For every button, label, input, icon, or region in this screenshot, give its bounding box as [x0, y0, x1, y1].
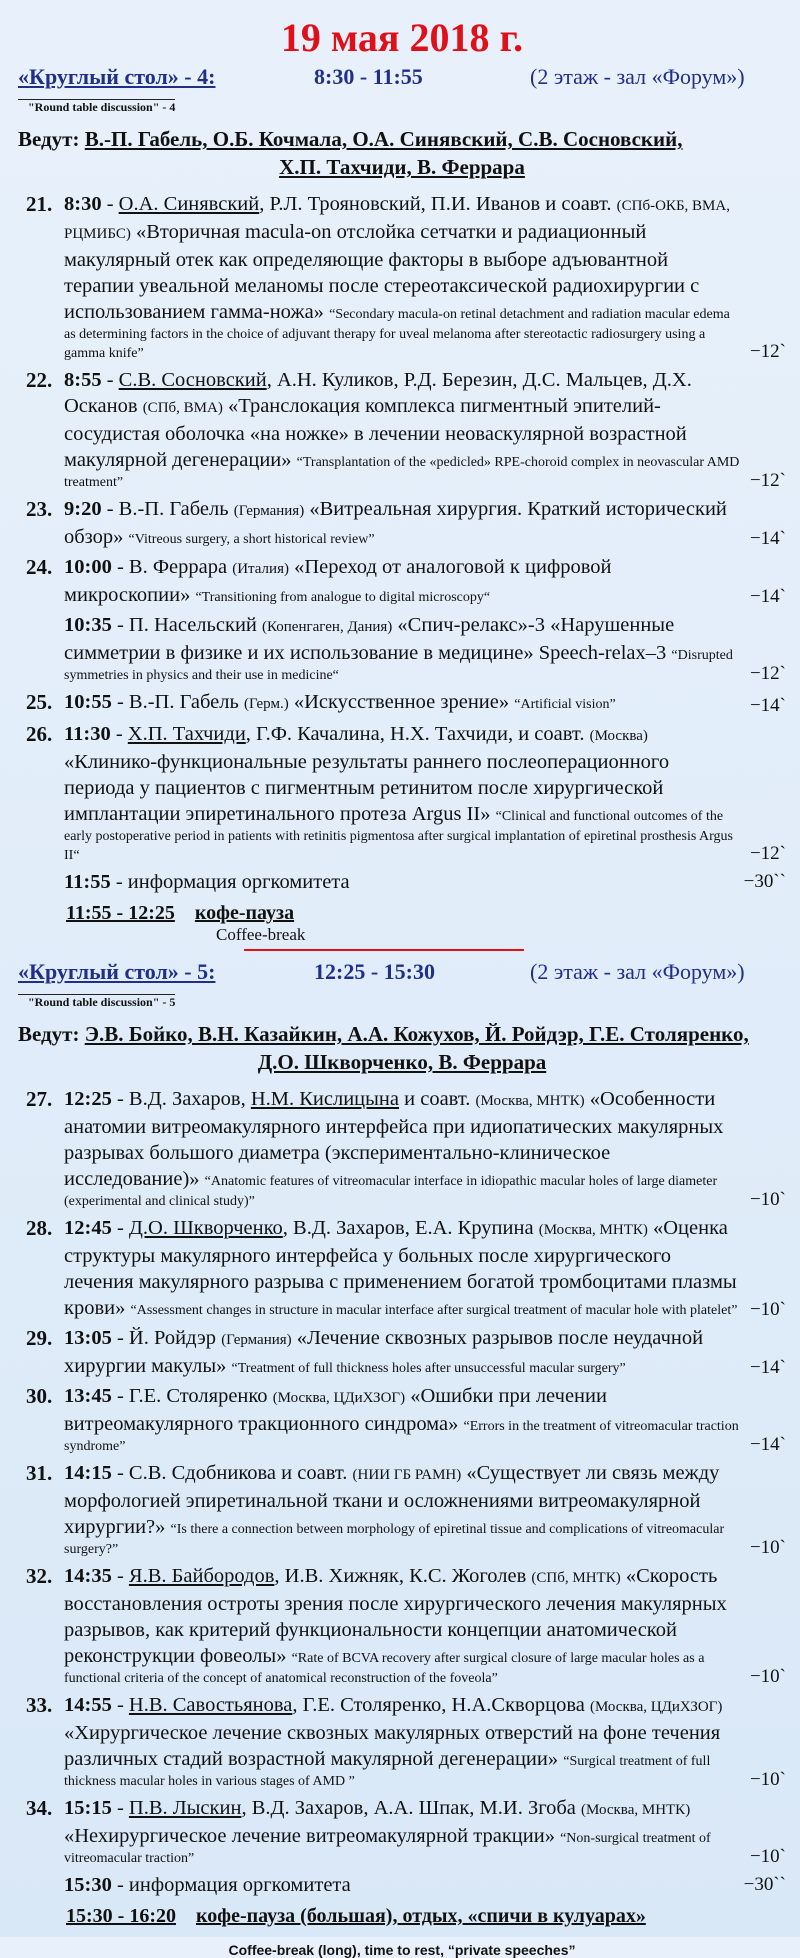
item-authors: В.Д. Захаров, — [128, 1088, 251, 1110]
item-authors: , В.Д. Захаров, А.А. Шпак, М.И. Згоба — [241, 1797, 576, 1819]
item-speaker: Д.О. Шкворченко — [128, 1217, 283, 1239]
item-institution: (Германия) — [221, 1332, 292, 1348]
item-sep: - — [111, 1462, 129, 1484]
item-sep: - — [111, 1327, 129, 1349]
item-number: 21. — [26, 192, 53, 216]
item-time: 12:45 — [64, 1217, 112, 1239]
item-authors: , Р.Л. Трояновский, П.И. Иванов и соавт. — [259, 193, 612, 215]
org-time: 11:55 — [64, 871, 111, 893]
item-time: 10:35 — [64, 614, 112, 636]
item-institution: (СПб-ОКБ, ВМА, РЦМИБС) — [64, 198, 730, 242]
item-institution: (Германия) — [233, 503, 305, 519]
item-title-en: “Secondary macula-on retinal detachment and radiation macular edema as determining factors in the choice of adjuvant therapy for uveal melanoma after stereotactic radiosurgery using a gamma knife” — [64, 307, 730, 361]
item-title-ru: «Вторичная macula-on отслойка сетчатки и радиационный макулярный отек как определяющие факторы в выборе адъювантной терапии увеальной меланомы после стереотаксической радиохирургии с использованием гамма-ножа» — [64, 221, 700, 323]
chairs-names-2: Х.П. Тахчиди, В. Феррара — [279, 155, 525, 179]
item-title-en: “Errors in the treatment of vitreomacular traction syndrome” — [64, 1419, 739, 1454]
item-institution: (НИИ ГБ РАМН) — [352, 1467, 462, 1483]
coffee-break-2 — [18, 1904, 786, 1928]
item-authors: , Г.Ф. Качалина, Н.Х. Тахчиди, и соавт. — [245, 723, 585, 745]
item-title-en: “Rate of BCVA recovery after surgical closure of large macular holes as a functional criteria of the concept of anatomical reconstruction of the foveola” — [64, 1651, 705, 1686]
break-label: кофе-пауза (большая), отдых, «спичи в кулуарах» — [195, 1905, 646, 1927]
program-item — [18, 367, 786, 492]
program-item — [18, 1692, 786, 1791]
program-item — [18, 689, 786, 717]
item-time: 10:55 — [64, 691, 112, 713]
program-item — [18, 554, 786, 608]
org-time: 15:30 — [64, 1874, 112, 1896]
item-time: 14:35 — [64, 1565, 112, 1587]
item-number: 22. — [26, 368, 53, 392]
org-committee-info-5 — [18, 1872, 786, 1898]
coffee-break-2-en: Coffee-break (long), time to rest, “private speeches” — [228, 1942, 576, 1958]
coffee-break-1-en: Coffee-break — [216, 925, 306, 944]
break-label: кофе-пауза — [194, 902, 295, 924]
item-sep: - — [111, 1217, 129, 1239]
item-sep: - — [111, 614, 129, 636]
item-duration: −10` — [749, 1189, 786, 1210]
item-time: 12:25 — [64, 1088, 112, 1110]
item-speaker: Я.В. Байбородов — [128, 1565, 275, 1587]
chairs-label: Ведут: — [18, 127, 80, 151]
item-number: 26. — [26, 722, 53, 746]
item-title-ru: «Клинико-функциональные результаты раннего послеоперационного периода у пациентов с пигментным ретинитом после хирургической имплантации эпиретинального протеза Argus II» — [64, 751, 670, 825]
item-institution: (Москва) — [589, 728, 648, 744]
item-speaker: П.В. Лыскин — [128, 1797, 242, 1819]
item-duration: −10` — [749, 1846, 786, 1867]
item-number: 25. — [26, 690, 53, 714]
item-title-ru: «Существует ли связь между морфологией эпиретинальной ткани и осложнениями витреомакулярной хирургии?» — [64, 1462, 720, 1538]
item-sep: - — [111, 1565, 129, 1587]
item-institution: (Герм.) — [244, 696, 289, 712]
round-table-4-chairs — [18, 125, 786, 181]
item-authors: Г.Е. Столяренко — [128, 1385, 268, 1407]
program-item — [18, 1563, 786, 1688]
item-title-ru: «Искусственное зрение» — [293, 691, 510, 713]
round-table-5-en: "Round table discussion" - 5 — [18, 994, 175, 1010]
item-authors: В.-П. Габель — [118, 498, 229, 520]
item-number: 28. — [26, 1216, 53, 1240]
item-number: 24. — [26, 555, 53, 579]
program-item — [18, 612, 786, 685]
round-table-4-en: "Round table discussion" - 4 — [18, 99, 175, 115]
item-duration: −10` — [749, 1769, 786, 1790]
item-speaker: С.В. Сосновский — [118, 369, 267, 391]
item-authors: Й. Ройдэр — [128, 1327, 217, 1349]
item-title-ru: «Особенности анатомии витреомакулярного интерфейса при идиопатических макулярных разрывах большого диаметра (экспериментально-клиническое исследование)» — [64, 1088, 724, 1190]
item-speaker-2: Н.М. Кислицына — [250, 1088, 399, 1110]
item-speaker: Н.В. Савостьянова — [128, 1694, 293, 1716]
item-institution: (СПб, МНТК) — [531, 1570, 621, 1586]
round-table-5-title: «Круглый стол» - 5: — [18, 959, 216, 984]
round-table-4-place: (2 этаж - зал «Форум») — [530, 64, 745, 89]
chairs-names-1: В.-П. Габель, О.Б. Кочмала, О.А. Синявский, С.В. Сосновский, — [84, 127, 683, 151]
item-duration: −12` — [749, 663, 786, 684]
item-authors: С.В. Сдобникова и соавт. — [128, 1462, 348, 1484]
chairs-names-1: Э.В. Бойко, В.Н. Казайкин, А.А. Кожухов, Й. Ройдэр, Г.Е. Столяренко, — [84, 1022, 749, 1046]
org-text: - информация оргкомитета — [111, 1874, 351, 1896]
item-number: 27. — [26, 1087, 53, 1111]
item-duration: −12` — [749, 843, 786, 864]
program-item — [18, 1460, 786, 1559]
item-number: 30. — [26, 1384, 53, 1408]
item-duration: −14` — [749, 586, 786, 607]
item-sep: - — [111, 1694, 129, 1716]
item-title-en: “Assessment changes in structure in macular interface after surgical treatment of macular hole with platelet” — [130, 1303, 738, 1318]
item-duration: −12` — [749, 470, 786, 491]
item-duration: −14` — [749, 528, 786, 549]
org-committee-info-4 — [18, 869, 786, 895]
item-title-ru: «Скорость восстановления остроты зрения после хирургического лечения макулярных разрывов, как критерий функциональности концепции анатомической реконструкции фовеолы» — [64, 1565, 727, 1667]
item-title-ru: «Витреальная хирургия. Краткий исторический обзор» — [64, 498, 727, 548]
item-time: 10:00 — [64, 556, 112, 578]
item-time: 13:05 — [64, 1327, 112, 1349]
item-number: 32. — [26, 1564, 53, 1588]
item-title-en: “Transitioning from analogue to digital microscopy“ — [195, 590, 491, 605]
program-item — [18, 1383, 786, 1456]
item-title-ru: «Транслокация комплекса пигментный эпителий-сосудистая оболочка «на ножке» в лечении неоваскулярной возрастной макулярной дегенерации» — [64, 395, 687, 471]
item-title-ru: «Нехирургическое лечение витреомакулярной тракции» — [64, 1825, 555, 1847]
item-institution: (Италия) — [232, 561, 289, 577]
item-duration: −14` — [749, 1357, 786, 1378]
chairs-names-2: Д.О. Шкворченко, В. Феррара — [257, 1050, 547, 1074]
section-divider — [244, 949, 524, 951]
item-title-en: “Non-surgical treatment of vitreomacular traction” — [64, 1831, 711, 1866]
round-table-5-header — [18, 959, 786, 993]
item-authors: П. Насельский — [128, 614, 257, 636]
item-sep: - — [110, 723, 128, 745]
item-sep: - — [111, 1385, 129, 1407]
item-title-en: “Anatomic features of vitreomacular interface in idiopathic macular holes of large diameter (experimental and clinical study)” — [64, 1174, 718, 1209]
item-title-ru: «Переход от аналоговой к цифровой микроскопии» — [64, 556, 612, 606]
item-duration: −10` — [749, 1299, 786, 1320]
item-title-en: “Clinical and functional outcomes of the early postoperative period in patients with retinitis pigmentosa after surgical implantation of epiretinal prosthesis Argus II“ — [64, 809, 733, 863]
item-number: 33. — [26, 1693, 53, 1717]
item-sep: - — [101, 498, 119, 520]
item-authors: , В.Д. Захаров, Е.А. Крупина — [282, 1217, 534, 1239]
item-authors: , А.Н. Куликов, Р.Д. Березин, Д.С. Мальцев, Д.Х. Осканов — [64, 369, 692, 417]
item-institution: (Москва, МНТК) — [538, 1222, 648, 1238]
item-time: 8:30 — [64, 193, 102, 215]
program-item — [18, 496, 786, 550]
round-table-4-time: 8:30 - 11:55 — [314, 64, 423, 89]
coffee-break-1 — [18, 901, 786, 925]
item-title-en: “Artificial vision” — [514, 697, 616, 712]
item-time: 13:45 — [64, 1385, 112, 1407]
item-number: 23. — [26, 497, 53, 521]
program-item — [18, 191, 786, 363]
item-time: 14:55 — [64, 1694, 112, 1716]
item-number: 34. — [26, 1796, 53, 1820]
org-duration: −30`` — [743, 871, 786, 892]
item-title-en: “Vitreous surgery, a short historical review” — [128, 532, 375, 547]
item-time: 9:20 — [64, 498, 102, 520]
item-sep: - — [111, 691, 129, 713]
item-time: 15:15 — [64, 1797, 112, 1819]
item-title-en: “Surgical treatment of full thickness macular holes in various stages of AMD ” — [64, 1754, 711, 1789]
item-institution: (Москва, ЦДиХЗОГ) — [589, 1699, 723, 1715]
round-table-5-place: (2 этаж - зал «Форум») — [530, 959, 745, 984]
item-sep: - — [111, 1088, 129, 1110]
item-duration: −10` — [749, 1666, 786, 1687]
item-title-ru: «Оценка структуры макулярного интерфейса у больных после хирургического лечения макулярного разрыва с применением богатой тромбоцитами плазмы крови» — [64, 1217, 737, 1319]
item-institution: (Москва, МНТК) — [581, 1802, 691, 1818]
item-duration: −14` — [749, 695, 786, 716]
item-institution: (Копенгаген, Дания) — [262, 619, 393, 635]
program-item — [18, 1325, 786, 1379]
round-table-4-title: «Круглый стол» - 4: — [18, 64, 216, 89]
item-time: 8:55 — [64, 369, 102, 391]
item-speaker: Х.П. Тахчиди — [127, 723, 246, 745]
item-duration: −10` — [749, 1537, 786, 1558]
program-item — [18, 1086, 786, 1211]
item-sep: - — [101, 193, 119, 215]
item-number: 29. — [26, 1326, 53, 1350]
round-table-4-list — [18, 191, 786, 865]
item-institution: (Москва, ЦДиХЗОГ) — [272, 1390, 406, 1406]
item-title-en: “Treatment of full thickness holes after unsuccessful macular surgery” — [231, 1361, 626, 1376]
item-title-en: “Is there a connection between morphology of epiretinal tissue and complications of vitreomacular surgery?” — [64, 1522, 725, 1557]
org-duration: −30`` — [743, 1874, 786, 1895]
page-date: 19 мая 2018 г. — [280, 15, 524, 60]
chairs-label: Ведут: — [18, 1022, 80, 1046]
item-authors: В. Феррара — [128, 556, 228, 578]
item-title-en: “Disrupted symmetries in physics and their use in medicine“ — [64, 648, 733, 683]
item-authors: , Г.Е. Столяренко, Н.А.Скворцова — [292, 1694, 585, 1716]
program-item — [18, 1795, 786, 1868]
program-item — [18, 1215, 786, 1321]
item-sep: - — [111, 1797, 129, 1819]
item-speaker: О.А. Синявский — [118, 193, 260, 215]
item-institution: (СПб, ВМА) — [142, 400, 223, 416]
item-sep: - — [101, 369, 119, 391]
break-time: 15:30 - 16:20 — [66, 1905, 176, 1927]
round-table-5-list — [18, 1086, 786, 1868]
item-authors-2: и соавт. — [399, 1088, 471, 1110]
round-table-5-time: 12:25 - 15:30 — [314, 959, 435, 984]
item-time: 14:15 — [64, 1462, 112, 1484]
item-title-ru: «Лечение сквозных разрывов после неудачной хирургии макулы» — [64, 1327, 704, 1377]
item-duration: −14` — [749, 1434, 786, 1455]
round-table-4-header — [18, 64, 786, 98]
item-title-ru: «Хирургическое лечение сквозных макулярных отверстий на фоне течения различных стадий возрастной макулярной дегенерации» — [64, 1722, 721, 1770]
item-institution: (Москва, МНТК) — [475, 1093, 585, 1109]
item-authors: , И.В. Хижняк, К.С. Жоголев — [274, 1565, 527, 1587]
item-duration: −12` — [749, 341, 786, 362]
item-time: 11:30 — [64, 723, 111, 745]
program-item — [18, 721, 786, 865]
item-title-ru: «Ошибки при лечении витреомакулярного тракционного синдрома» — [64, 1385, 607, 1435]
item-authors: В.-П. Габель — [128, 691, 239, 713]
break-time: 11:55 - 12:25 — [66, 902, 175, 924]
org-text: - информация оргкомитета — [110, 871, 350, 893]
item-sep: - — [111, 556, 129, 578]
item-title-en: “Transplantation of the «pedicled» RPE-choroid complex in neovascular AMD treatment” — [64, 455, 740, 490]
round-table-5-chairs — [18, 1020, 786, 1076]
item-title-ru: «Спич-релакс»-3 «Нарушенные симметрии в физике и их использование в медицине» Speech-relax–3 — [64, 614, 675, 664]
item-number: 31. — [26, 1461, 53, 1485]
